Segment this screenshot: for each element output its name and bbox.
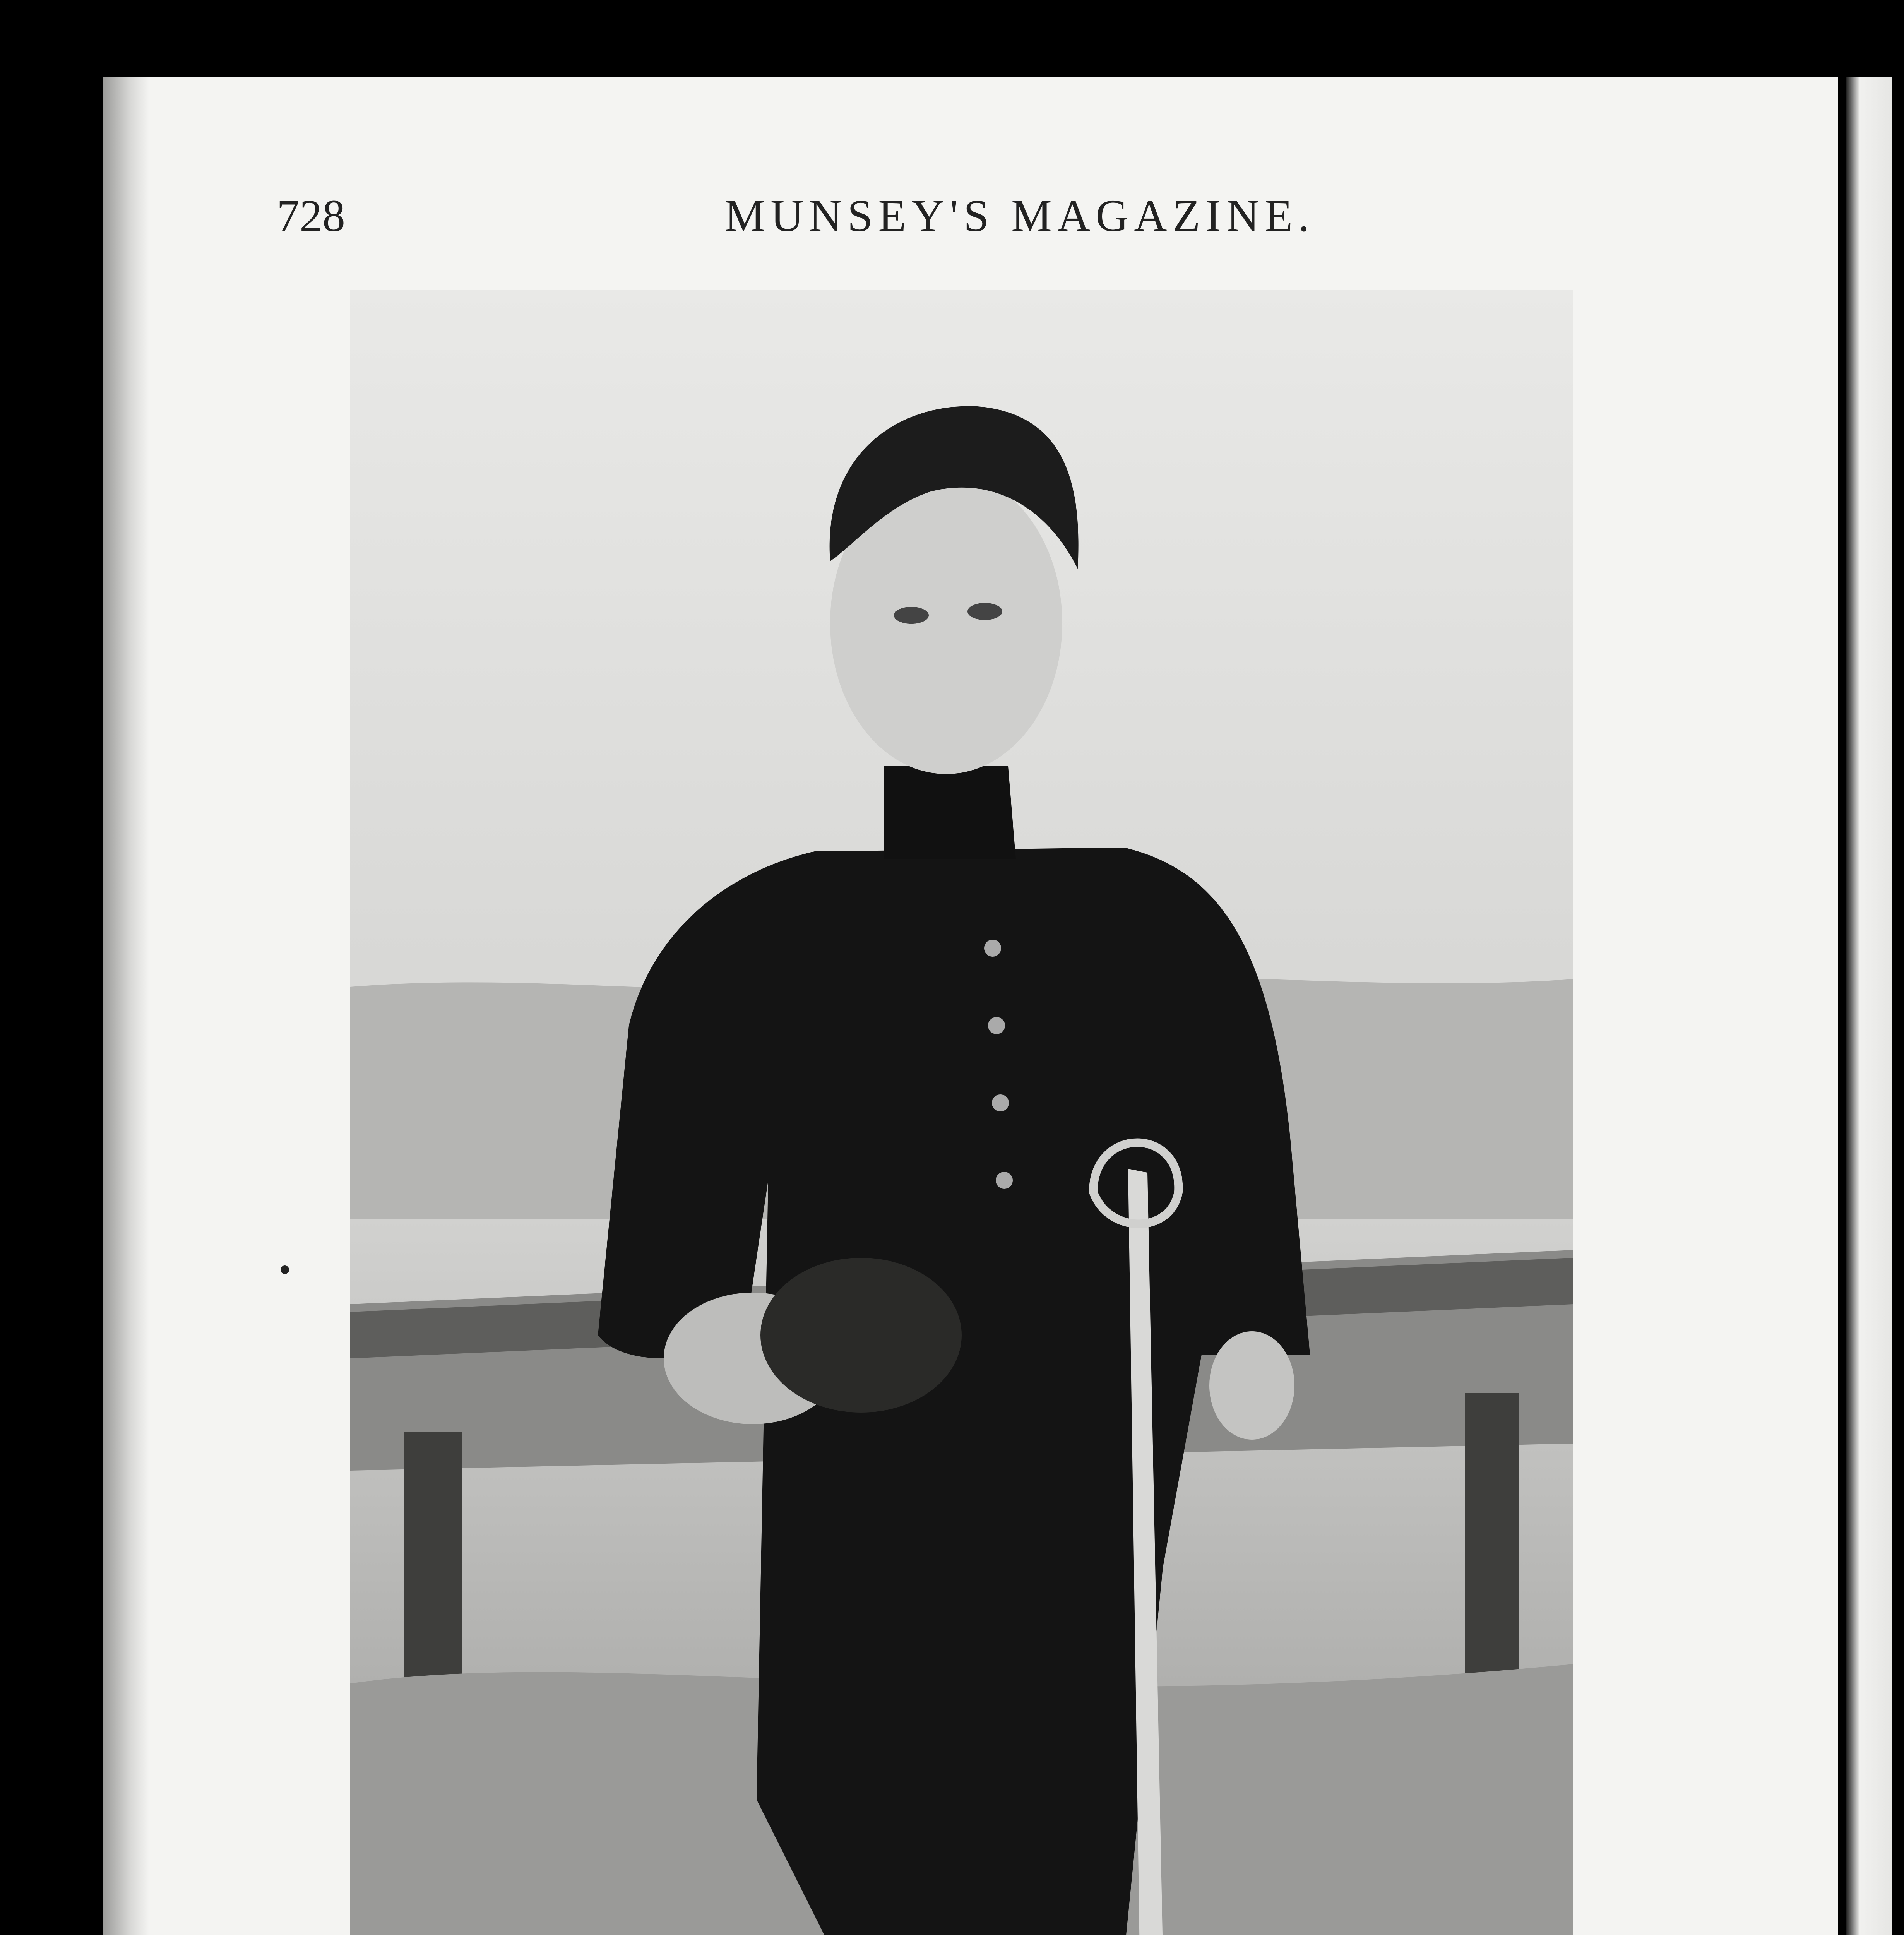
page-header: [277, 190, 1763, 267]
page-gutter-shadow: [103, 77, 149, 1935]
magazine-page: [103, 77, 1838, 1935]
running-title: MUNSEY'S MAGAZINE.: [724, 190, 1315, 241]
portrait-illustration: [350, 290, 1573, 1935]
adjacent-page-edge: [1846, 77, 1892, 1935]
page-number: 728: [277, 190, 345, 241]
portrait-photo: [350, 290, 1573, 1935]
print-speck: [281, 1265, 289, 1274]
